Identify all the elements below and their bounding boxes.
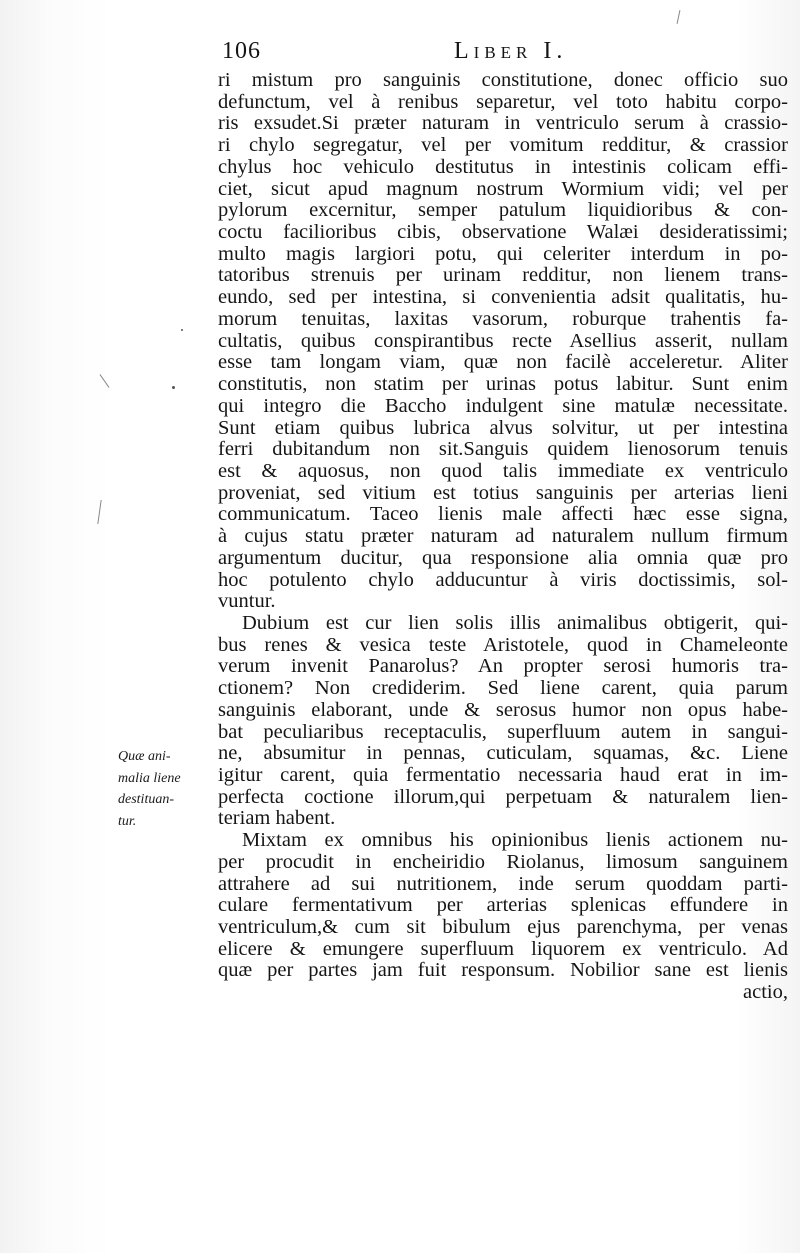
ink-speck [172,386,175,389]
text-line: ctionem? Non crediderim. Sed liene carent, quia parum [218,677,788,700]
marginal-note-line: malia liene [118,770,181,786]
text-line: vuntur. [218,590,276,613]
marginal-note [118,746,218,832]
text-line: Mixtam ex omnibus his opinionibus lienis actionem nu- [242,829,788,852]
text-line: culare fermentativum per arterias splenicas effundere in [218,894,788,917]
marginal-note-line: Quæ ani- [118,749,171,764]
text-line: eundo, sed per intestina, si convenientia adsit qualitatis, hu- [218,286,788,309]
bleed-through-mark [100,374,110,388]
text-line: ri chylo segregatur, vel per vomitum redditur, & crassior [218,134,788,157]
text-line: quæ per partes jam fuit responsum. Nobilior sane est lienis [218,959,788,982]
text-line: igitur carent, quia fermentatio necessaria haud erat in im- [218,764,788,786]
text-line: hoc potulento chylo adducuntur à viris doctissimis, sol- [218,568,788,591]
text-line: sanguinis elaborant, unde & serosus humor non opus habe- [218,698,788,721]
marginal-note-line: tur. [118,813,137,829]
text-line: ventriculum,& cum sit bibulum ejus parenchyma, per venas [218,916,788,939]
text-line: perfecta coctione illorum,qui perpetuam & naturalem lien- [218,785,788,808]
body-text [218,70,788,1004]
marginal-note-line: destituan- [118,792,174,807]
text-line: proveniat, sed vitium est totius sanguinis per arterias lieni [218,481,788,504]
text-line: ciet, sicut apud magnum nostrum Wormium vidi; vel per [218,177,788,200]
text-line: multo magis largiori potu, qui celeriter interdum in po- [218,242,788,265]
text-line: attrahere ad sui nutritionem, inde serum quoddam parti- [218,872,788,895]
text-line: actio, [743,981,788,1004]
text-line: chylus hoc vehiculo destitutus in intestinis colicam effi- [218,155,788,178]
text-line: esse tam longam viam, quæ non facilè acceleretur. Aliter [218,351,788,374]
bleed-through-mark [677,10,681,24]
text-line: ris exsudet.Si præter naturam in ventriculo serum à crassio- [218,112,788,135]
text-line: coctu facilioribus cibis, observatione Walæi desideratissimi; [218,221,788,244]
text-line: cultatis, quibus conspirantibus recte Asellius asserit, nullam [218,329,788,352]
text-line: ferri dubitandum non sit.Sanguis quidem lienosorum tenuis [218,438,788,461]
text-line: per procudit in encheiridio Riolanus, limosum sanguinem [218,850,788,873]
text-line: est & aquosus, non quod talis immediate ex ventriculo [218,459,788,482]
running-head [222,38,782,68]
running-title: Liber I. [454,38,568,64]
text-line: constitutis, non statim per urinas potus labitur. Sunt enim [218,373,788,396]
text-line: tatoribus strenuis per urinam redditur, non lienem trans- [218,264,788,287]
text-line: Sunt etiam quibus lubrica alvus solvitur, ut per intestina [218,416,788,439]
text-line: elicere & emungere superfluum liquorem ex ventriculo. Ad [218,937,788,960]
ink-speck [181,329,183,331]
text-line: defunctum, vel à renibus separetur, vel toto habitu corpo- [218,90,788,113]
text-line: à cujus statu præter naturam ad naturalem nullum firmum [218,525,788,548]
page-number: 106 [222,38,261,64]
text-line: argumentum ducitur, qua responsione alia omnia quæ pro [218,546,788,569]
text-line: ne, absumitur in pennas, cuticulam, squamas, &c. Liene [218,742,788,765]
text-line: verum invenit Panarolus? An propter serosi humoris tra- [218,655,788,678]
text-line: ri mistum pro sanguinis constitutione, donec officio suo [218,69,788,91]
bleed-through-mark [97,500,101,524]
text-line: communicatum. Taceo lienis male affecti hæc esse signa, [218,503,788,526]
text-line: qui integro die Baccho indulgent sine matulæ necessitate. [218,394,788,417]
text-line: morum tenuitas, laxitas vasorum, roburque trahentis fa- [218,307,788,330]
text-line: teriam habent. [218,807,336,830]
text-line: bat peculiaribus receptaculis, superfluum autem in sangui- [218,720,788,743]
text-line: bus renes & vesica teste Aristotele, quod in Chameleonte [218,633,788,656]
text-line: pylorum excernitur, semper patulum liquidioribus & con- [218,199,788,222]
text-line: Dubium est cur lien solis illis animalibus obtigerit, qui- [242,611,788,634]
